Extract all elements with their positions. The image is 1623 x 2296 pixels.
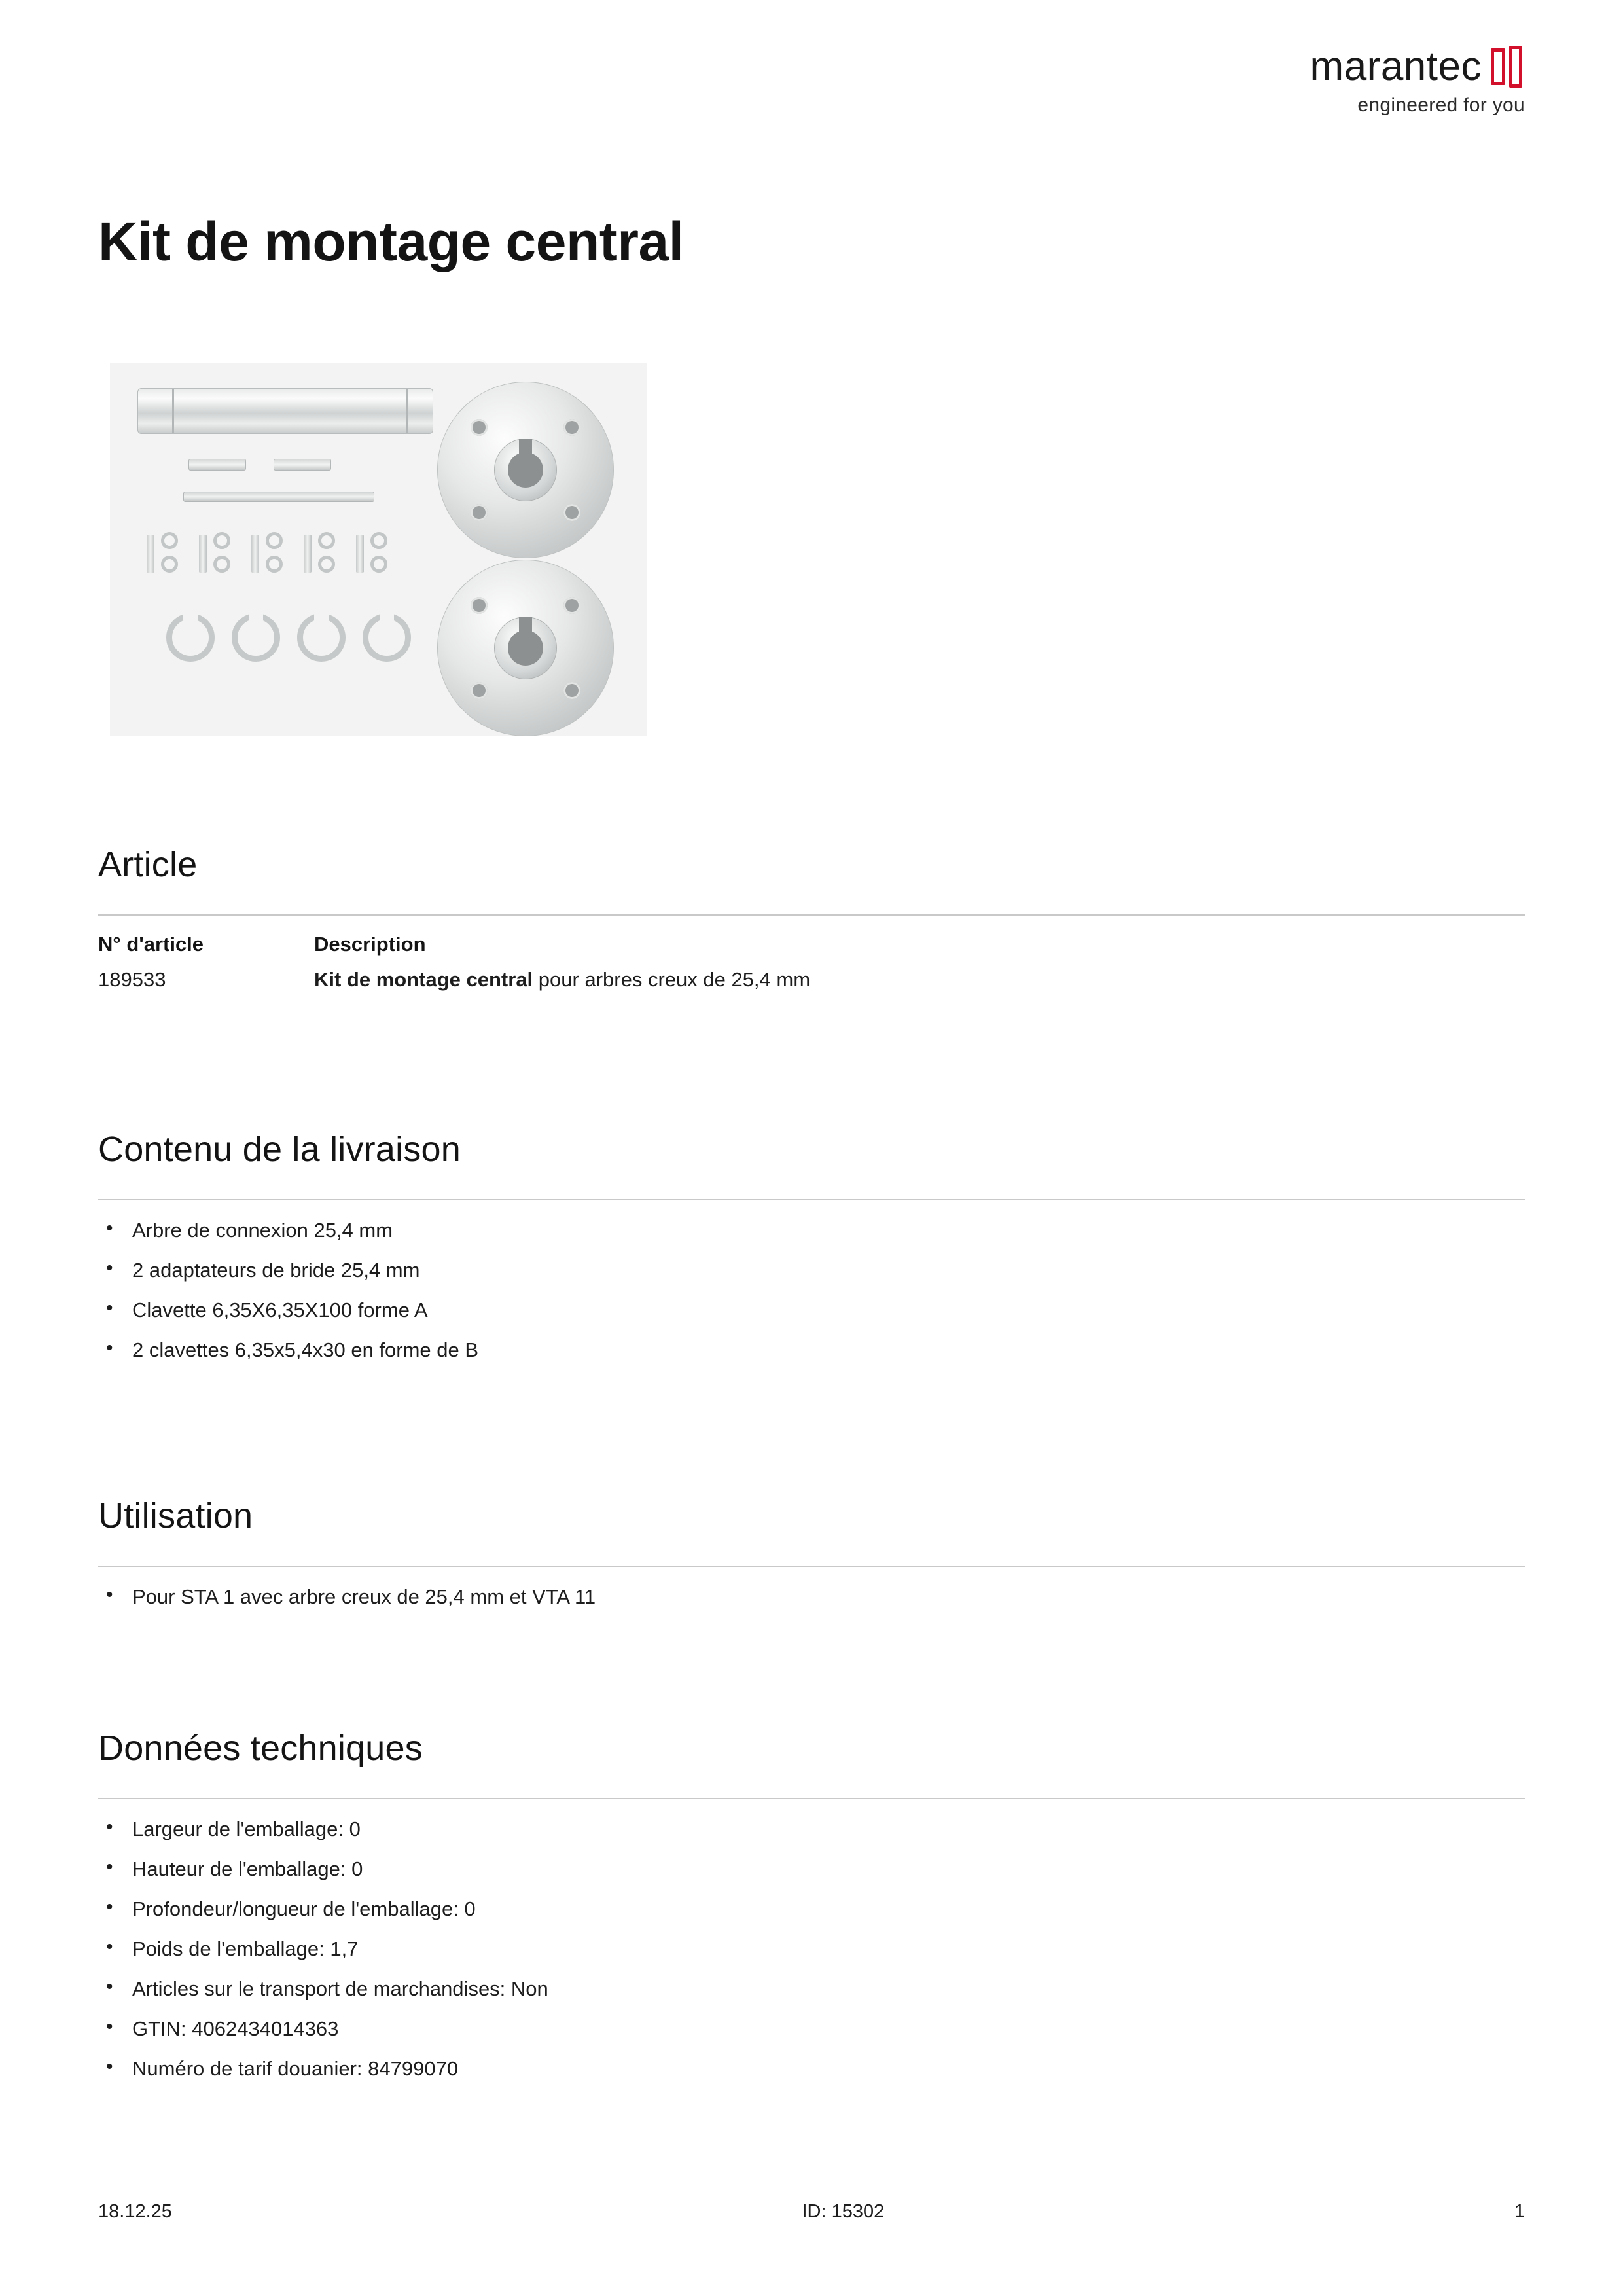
footer-date: 18.12.25 bbox=[98, 2201, 172, 2222]
brand-row bbox=[1310, 46, 1525, 88]
list-item: • GTIN: 4062434014363 bbox=[98, 2018, 1525, 2058]
delivery-heading: Contenu de la livraison bbox=[98, 1129, 461, 1169]
product-image bbox=[110, 363, 647, 736]
brand-header bbox=[1310, 46, 1525, 117]
cell-description-bold: Kit de montage central bbox=[314, 967, 533, 991]
circlip-illustration-2 bbox=[232, 613, 280, 662]
table-header-row bbox=[98, 933, 1525, 968]
brand-name: marantec bbox=[1310, 44, 1482, 89]
key-illustration-a bbox=[188, 459, 246, 471]
footer-document-id: ID: 15302 bbox=[802, 2201, 885, 2222]
list-item: • 2 clavettes 6,35x5,4x30 en forme de B bbox=[98, 1340, 1525, 1380]
article-heading: Article bbox=[98, 844, 198, 884]
delivery-list bbox=[98, 1220, 1525, 1380]
column-header-article-number: N° d'article bbox=[98, 932, 204, 956]
section-divider bbox=[98, 1798, 1525, 1799]
flange-adapter-illustration-2 bbox=[437, 560, 614, 736]
delivery-section bbox=[98, 1100, 1525, 1380]
list-item: • Pour STA 1 avec arbre creux de 25,4 mm et VTA 11 bbox=[98, 1587, 1525, 1626]
technical-section bbox=[98, 1698, 1525, 2098]
article-section bbox=[98, 815, 1525, 992]
usage-heading: Utilisation bbox=[98, 1496, 253, 1535]
article-table bbox=[98, 933, 1525, 992]
usage-section bbox=[98, 1466, 1525, 1626]
column-header-description: Description bbox=[314, 932, 426, 956]
list-item: • Articles sur le transport de marchandises: Non bbox=[98, 1979, 1525, 2018]
list-item: • Largeur de l'emballage: 0 bbox=[98, 1819, 1525, 1859]
page-footer bbox=[98, 2201, 1525, 2223]
circlip-illustration-1 bbox=[166, 613, 215, 662]
section-divider bbox=[98, 1566, 1525, 1567]
list-item: • Poids de l'emballage: 1,7 bbox=[98, 1939, 1525, 1979]
list-item: • 2 adaptateurs de bride 25,4 mm bbox=[98, 1260, 1525, 1300]
circlip-illustration-3 bbox=[297, 613, 346, 662]
marantec-logo-icon bbox=[1491, 46, 1525, 88]
cell-description-rest: pour arbres creux de 25,4 mm bbox=[533, 967, 811, 991]
screws-illustration bbox=[147, 532, 421, 577]
cell-description bbox=[314, 968, 1525, 992]
flange-adapter-illustration-1 bbox=[437, 382, 614, 558]
shaft-illustration bbox=[137, 388, 433, 434]
list-item: • Arbre de connexion 25,4 mm bbox=[98, 1220, 1525, 1260]
technical-list bbox=[98, 1819, 1525, 2098]
table-row bbox=[98, 968, 1525, 992]
long-key-illustration bbox=[183, 492, 374, 502]
list-item: • Clavette 6,35X6,35X100 forme A bbox=[98, 1300, 1525, 1340]
brand-tagline: engineered for you bbox=[1357, 94, 1525, 116]
footer-page-number: 1 bbox=[1514, 2201, 1525, 2222]
technical-heading: Données techniques bbox=[98, 1728, 423, 1768]
list-item: • Profondeur/longueur de l'emballage: 0 bbox=[98, 1899, 1525, 1939]
section-divider bbox=[98, 1199, 1525, 1200]
page-title: Kit de montage central bbox=[98, 211, 684, 273]
key-illustration-b bbox=[274, 459, 331, 471]
circlip-illustration-4 bbox=[363, 613, 411, 662]
cell-article-number: 189533 bbox=[98, 967, 166, 991]
list-item: • Numéro de tarif douanier: 84799070 bbox=[98, 2058, 1525, 2098]
section-divider bbox=[98, 914, 1525, 916]
list-item: • Hauteur de l'emballage: 0 bbox=[98, 1859, 1525, 1899]
usage-list bbox=[98, 1587, 1525, 1626]
